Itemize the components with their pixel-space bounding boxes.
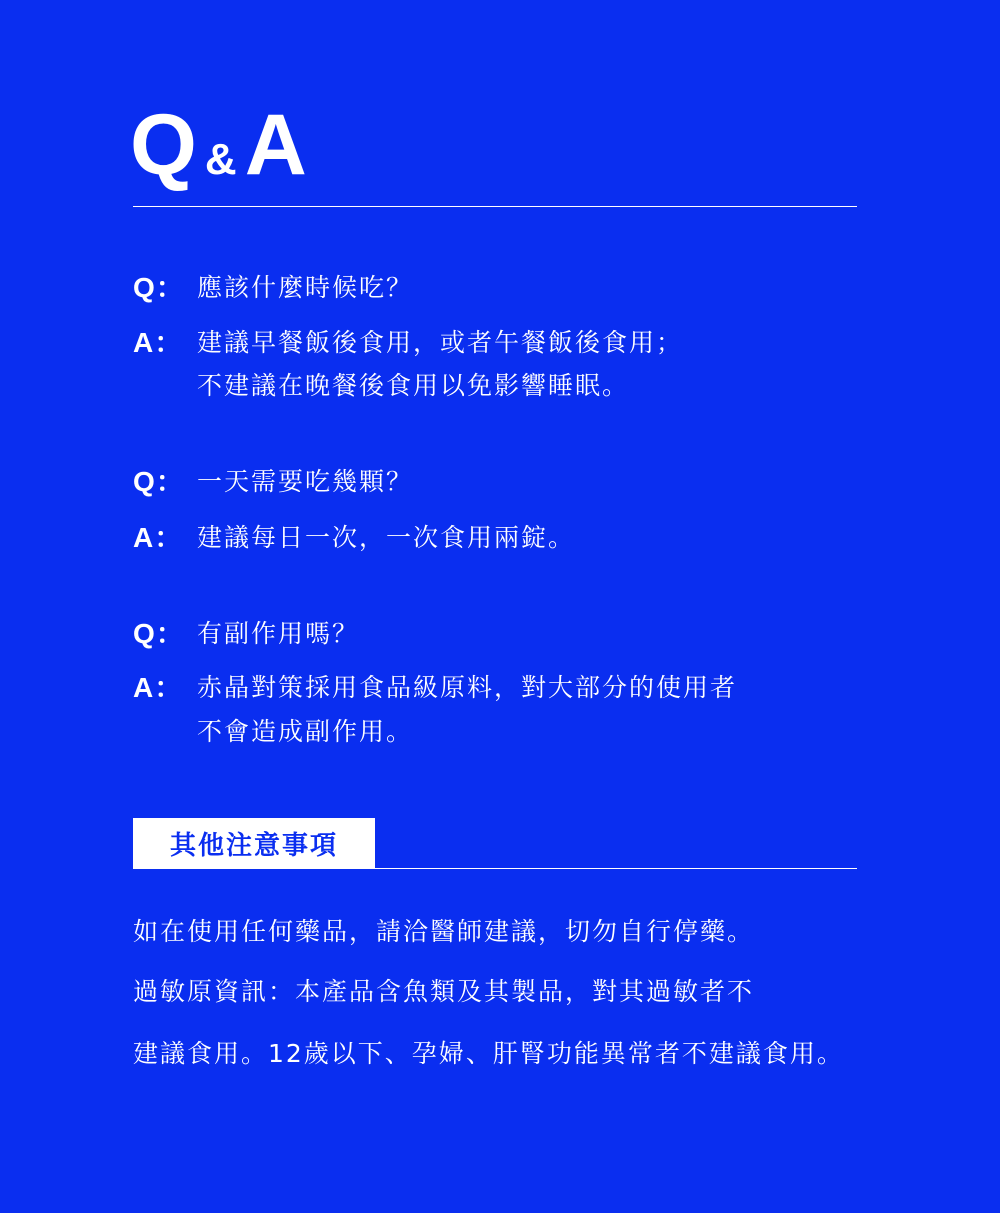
answer-label: A： bbox=[133, 327, 184, 358]
qa-question-3 bbox=[133, 612, 359, 652]
title-divider bbox=[133, 206, 857, 207]
question-text: 一天需要吃幾顆？ bbox=[197, 467, 414, 496]
page-title bbox=[130, 97, 307, 193]
qa-answer-1 bbox=[133, 321, 683, 361]
notes-divider bbox=[133, 868, 857, 869]
question-label: Q： bbox=[133, 466, 185, 497]
question-label: Q： bbox=[133, 272, 185, 303]
answer-text: 赤晶對策採用食品級原料，對大部分的使用者 bbox=[197, 673, 738, 702]
answer-label: A： bbox=[133, 672, 184, 703]
question-text: 有副作用嗎？ bbox=[197, 619, 360, 648]
qa-question-1 bbox=[133, 266, 413, 306]
note-line-1: 如在使用任何藥品，請洽醫師建議，切勿自行停藥。 bbox=[133, 917, 755, 946]
answer-text-continued: 不會造成副作用。 bbox=[197, 717, 414, 746]
answer-text: 建議早餐飯後食用，或者午餐飯後食用； bbox=[197, 328, 684, 357]
note-line-2: 過敏原資訊：本產品含魚類及其製品，對其過敏者不 bbox=[133, 977, 755, 1006]
answer-text: 建議每日一次，一次食用兩錠。 bbox=[197, 523, 576, 552]
answer-text-continued: 不建議在晚餐後食用以免影響睡眠。 bbox=[197, 371, 630, 400]
qa-answer-3 bbox=[133, 666, 737, 706]
qa-question-2 bbox=[133, 460, 413, 500]
title-q: Q bbox=[130, 97, 197, 193]
note-line-3: 建議食用。12歲以下、孕婦、肝腎功能異常者不建議食用。 bbox=[133, 1039, 844, 1068]
question-label: Q： bbox=[133, 618, 185, 649]
title-ampersand: & bbox=[204, 135, 237, 184]
question-text: 應該什麼時候吃？ bbox=[197, 273, 414, 302]
answer-label: A： bbox=[133, 522, 184, 553]
title-a: A bbox=[244, 97, 307, 193]
qa-answer-2 bbox=[133, 516, 575, 556]
notes-heading: 其他注意事項 bbox=[133, 818, 375, 868]
